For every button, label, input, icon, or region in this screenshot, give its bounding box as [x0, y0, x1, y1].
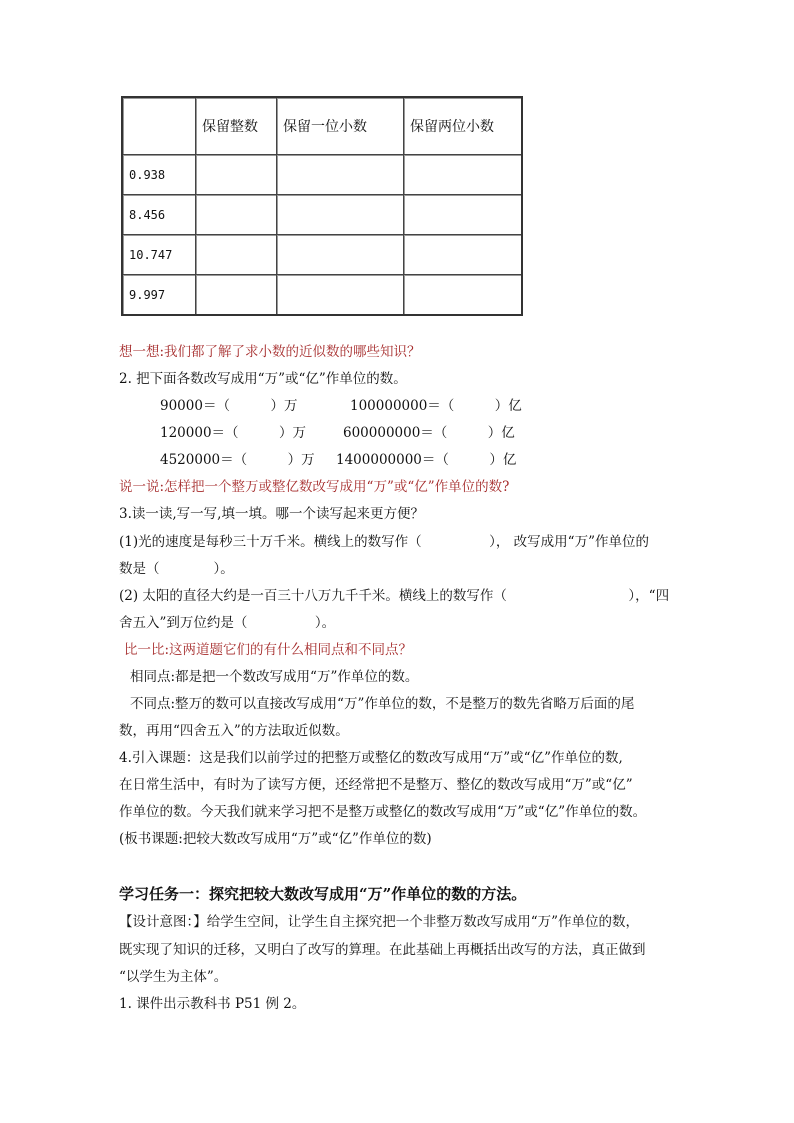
q4-line: (板书课题:把较大数改写成用“万”或“亿”作单位的数) [119, 831, 432, 847]
q3-title: 3.读一读,写一写,填一填。哪一个读写起来更方便？ [119, 506, 424, 522]
q4-line: 在日常生活中，有时为了读写方便，还经常把不是整万、整亿的数改写成用“万”或“亿” [119, 777, 633, 793]
task-heading: 学习任务一：探究把较大数改写成用“万”作单位的数的方法。 [119, 885, 527, 903]
compare-prompt: 比一比:这两道题它们的有什么相同点和不同点？ [124, 642, 413, 658]
table-header-row [122, 97, 522, 155]
table-row [122, 235, 522, 275]
q4-line: 作单位的数。今天我们就来学习把不是整万或整亿的数改写成用“万”或“亿”作单位的数。 [119, 804, 647, 820]
table-cell [196, 155, 277, 195]
table-row-label: 10.747 [122, 235, 196, 275]
q2-item: 90000＝（ ）万 [160, 398, 298, 414]
table-row [122, 275, 522, 316]
q4-line: 4.引入课题：这是我们以前学过的把整万或整亿的数改写成用“万”或“亿”作单位的数, [119, 750, 623, 766]
think-prompt: 想一想:我们都了解了求小数的近似数的哪些知识？ [119, 344, 421, 360]
table-header-cell: 保留一位小数 [277, 97, 404, 155]
q2-title: 2. 把下面各数改写成用“万”或“亿”作单位的数。 [119, 371, 407, 387]
table-cell [277, 275, 404, 316]
q2-item: 100000000＝（ ）亿 [350, 398, 522, 414]
q2-item: 120000＝（ ）万 [160, 425, 307, 441]
design-line: 既实现了知识的迁移，又明白了改写的算理。在此基础上再概括出改写的方法，真正做到 [119, 942, 646, 958]
table-header-cell: 保留整数 [196, 97, 277, 155]
design-line: “以学生为主体”。 [119, 969, 228, 985]
table-header-cell [122, 97, 196, 155]
table-row-label: 0.938 [122, 155, 196, 195]
q2-item: 4520000＝（ ）万 [160, 452, 315, 468]
table-cell [404, 235, 523, 275]
table-row-label: 9.997 [122, 275, 196, 316]
diff-point-cont: 数，再用“四舍五入”的方法取近似数。 [119, 723, 349, 739]
q2-item: 600000000＝（ ）亿 [343, 425, 515, 441]
same-point: 相同点:都是把一个数改写成用“万”作单位的数。 [130, 669, 419, 685]
table-row [122, 155, 522, 195]
table-row-label: 8.456 [122, 195, 196, 235]
table-row [122, 195, 522, 235]
table-cell [404, 195, 523, 235]
design-line: 【设计意图：】给学生空间，让学生自主探究把一个非整万数改写成用“万”作单位的数， [119, 914, 640, 930]
table-cell [404, 155, 523, 195]
table-cell [277, 235, 404, 275]
table-cell [196, 195, 277, 235]
table-header-cell: 保留两位小数 [404, 97, 523, 155]
table-cell [404, 275, 523, 316]
table-cell [277, 195, 404, 235]
table-cell [196, 235, 277, 275]
step-1: 1. 课件出示教科书 P51 例 2。 [119, 996, 306, 1012]
rounding-table [121, 96, 523, 316]
table-cell [277, 155, 404, 195]
q3-line: 数是（ ）。 [119, 561, 234, 577]
q3-line: (2) 太阳的直径大约是一百三十八万九千千米。横线上的数写作（ ），“四 [119, 588, 670, 604]
table-cell [196, 275, 277, 316]
q3-line: (1)光的速度是每秒三十万千米。横线上的数写作（ ）， 改写成用“万”作单位的 [119, 534, 649, 550]
diff-point: 不同点:整万的数可以直接改写成用“万”作单位的数，不是整万的数先省略万后面的尾 [130, 696, 635, 712]
q2-item: 1400000000＝（ ）亿 [336, 452, 517, 468]
say-prompt: 说一说:怎样把一个整万或整亿数改写成用“万”或“亿”作单位的数? [119, 479, 510, 495]
q3-line: 舍五入”到万位约是（ ）。 [119, 615, 336, 631]
